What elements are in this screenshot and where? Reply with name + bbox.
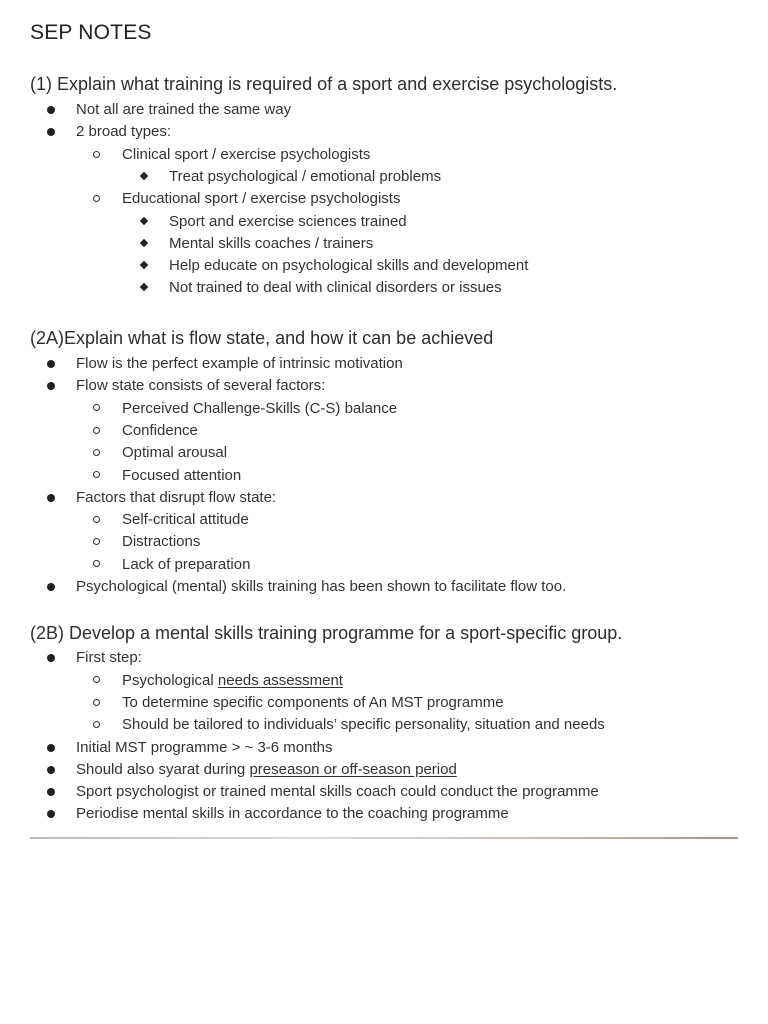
diamond-bullet-icon xyxy=(140,217,148,225)
circle-bullet-icon xyxy=(93,195,100,202)
list-item: 2 broad types: xyxy=(76,123,172,140)
section-2a-heading: (2A)Explain what is flow state, and how it can be achieved xyxy=(30,328,494,348)
list-item: Psychological (mental) skills training has been shown to facilitate flow too. xyxy=(76,578,567,595)
list-item: Lack of preparation xyxy=(122,556,251,573)
underlined-text: preseason or off-season period xyxy=(249,761,457,778)
bullet-icon xyxy=(47,744,55,752)
bullet-icon xyxy=(47,810,55,818)
list-item: Not all are trained the same way xyxy=(76,101,292,118)
list-item: Educational sport / exercise psychologists xyxy=(122,190,401,207)
diamond-bullet-icon xyxy=(140,172,148,180)
circle-bullet-icon xyxy=(93,560,100,567)
divider xyxy=(30,837,738,839)
list-item: Flow state consists of several factors: xyxy=(76,377,326,394)
list-item: Self-critical attitude xyxy=(122,511,249,528)
list-item: Flow is the perfect example of intrinsic motivation xyxy=(76,355,403,372)
circle-bullet-icon xyxy=(93,699,100,706)
circle-bullet-icon xyxy=(93,151,100,158)
list-item: Optimal arousal xyxy=(122,444,228,461)
list-item: Distractions xyxy=(122,533,201,550)
circle-bullet-icon xyxy=(93,449,100,456)
bullet-icon xyxy=(47,654,55,662)
list-item: Confidence xyxy=(122,422,198,439)
circle-bullet-icon xyxy=(93,538,100,545)
list-item: Perceived Challenge-Skills (C-S) balance xyxy=(122,400,398,417)
list-item-text: Should also syarat during xyxy=(76,761,250,778)
bullet-icon xyxy=(47,106,55,114)
circle-bullet-icon xyxy=(93,471,100,478)
list-item: First step: xyxy=(76,649,142,666)
list-item: Sport and exercise sciences trained xyxy=(169,213,407,230)
list-item xyxy=(76,761,457,779)
list-item: Periodise mental skills in accordance to the coaching programme xyxy=(76,805,509,822)
circle-bullet-icon xyxy=(93,427,100,434)
bullet-icon xyxy=(47,583,55,591)
list-item: Treat psychological / emotional problems xyxy=(169,168,442,185)
list-item-text: Psychological xyxy=(122,672,218,689)
diamond-bullet-icon xyxy=(140,239,148,247)
circle-bullet-icon xyxy=(93,404,100,411)
bullet-icon xyxy=(47,788,55,796)
bullet-icon xyxy=(47,382,55,390)
list-item: Clinical sport / exercise psychologists xyxy=(122,146,371,163)
list-item: Factors that disrupt flow state: xyxy=(76,489,277,506)
list-item: To determine specific components of An MST programme xyxy=(122,694,504,711)
circle-bullet-icon xyxy=(93,721,100,728)
diamond-bullet-icon xyxy=(140,261,148,269)
list-item: Sport psychologist or trained mental skills coach could conduct the programme xyxy=(76,783,599,800)
bullet-icon xyxy=(47,494,55,502)
page-title: SEP NOTES xyxy=(30,21,152,44)
circle-bullet-icon xyxy=(93,516,100,523)
list-item: Help educate on psychological skills and development xyxy=(169,257,529,274)
circle-bullet-icon xyxy=(93,676,100,683)
list-item: Not trained to deal with clinical disorders or issues xyxy=(169,279,502,296)
diamond-bullet-icon xyxy=(140,283,148,291)
list-item: Should be tailored to individuals’ specific personality, situation and needs xyxy=(122,716,605,733)
list-item: Initial MST programme > ~ 3-6 months xyxy=(76,739,333,756)
bullet-icon xyxy=(47,766,55,774)
list-item xyxy=(122,672,343,690)
list-item: Focused attention xyxy=(122,467,242,484)
bullet-icon xyxy=(47,360,55,368)
underlined-text: needs assessment xyxy=(217,672,343,689)
section-2b-heading: (2B) Develop a mental skills training programme for a sport-specific group. xyxy=(30,623,623,643)
bullet-icon xyxy=(47,128,55,136)
section-1-heading: (1) Explain what training is required of a sport and exercise psychologists. xyxy=(30,74,618,94)
list-item: Mental skills coaches / trainers xyxy=(169,235,374,252)
